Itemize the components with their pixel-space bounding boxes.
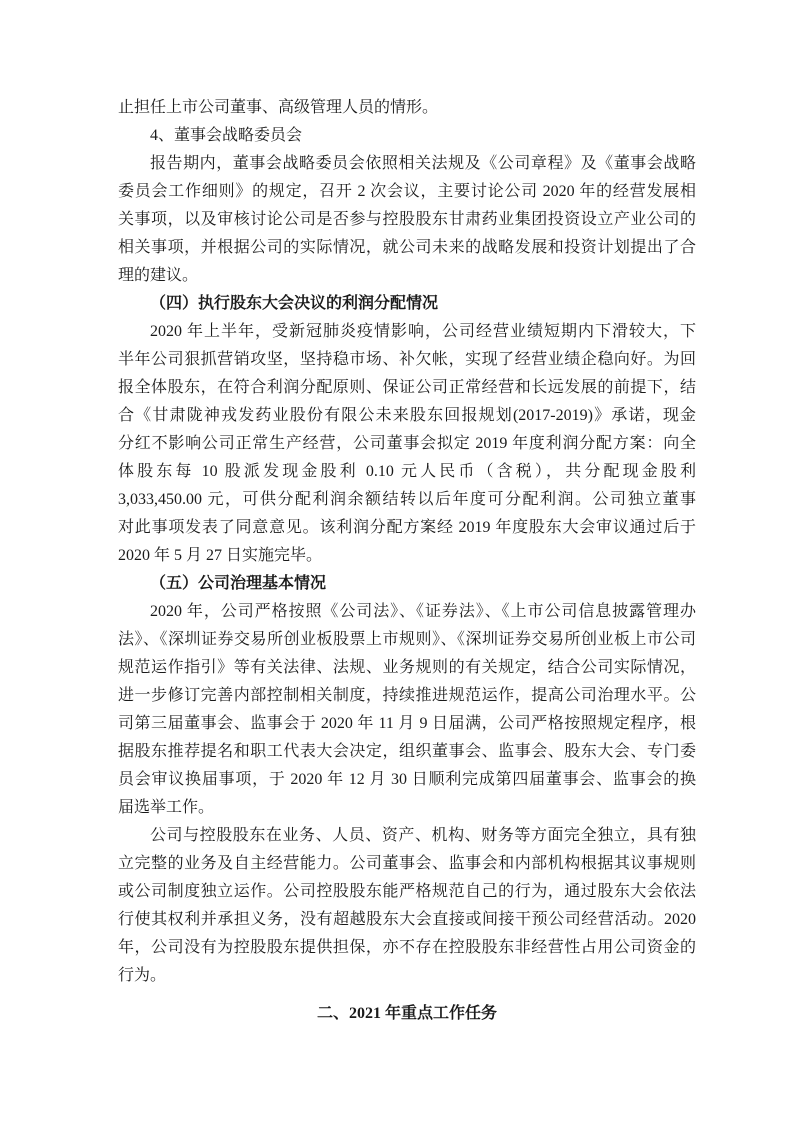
document-body <box>118 94 696 1028</box>
text-line: 或公司制度独立运作。公司控股股东能严格规范自己的行为，通过股东大会依法 <box>118 883 696 900</box>
text-line: 规范运作指引》等有关法律、法规、业务规则的有关规定，结合公司实际情况， <box>118 659 696 676</box>
text-line: 止担任上市公司董事、高级管理人员的情形。 <box>118 99 439 116</box>
text-line: 二、2021 年重点工作任务 <box>316 1005 497 1022</box>
text-line: 分红不影响公司正常生产经营，公司董事会拟定 2019 年度利润分配方案：向全 <box>118 435 696 452</box>
paragraph <box>118 598 696 822</box>
text-line: 2020 年 5 月 27 日实施完毕。 <box>118 547 323 564</box>
paragraph <box>118 822 696 990</box>
text-line: 相关事项，并根据公司的实际情况，就公司未来的战略发展和投资计划提出了合 <box>118 239 696 256</box>
text-line: 理的建议。 <box>118 267 199 284</box>
text-line: 委员会工作细则》的规定，召开 2 次会议，主要讨论公司 2020 年的经营发展相 <box>118 183 696 200</box>
text-line: 据股东推荐提名和职工代表大会决定，组织董事会、监事会、股东大会、专门委 <box>118 743 696 760</box>
paragraph <box>118 122 696 150</box>
text-line: 届选举工作。 <box>118 799 215 816</box>
text-line: 进一步修订完善内部控制相关制度，持续推进规范运作，提高公司治理水平。公 <box>118 687 696 704</box>
text-line: 立完整的业务及自主经营能力。公司董事会、监事会和内部机构根据其议事规则 <box>118 855 696 872</box>
text-line: 报告期内，董事会战略委员会依照相关法规及《公司章程》及《董事会战略 <box>150 155 696 172</box>
text-line: 法》、《深圳证券交易所创业板股票上市规则》、《深圳证券交易所创业板上市公司 <box>118 631 696 648</box>
text-line: 4、董事会战略委员会 <box>150 127 303 144</box>
text-line: 2020 年上半年，受新冠肺炎疫情影响，公司经营业绩短期内下滑较大，下 <box>150 323 696 340</box>
section-heading <box>118 290 696 318</box>
text-line: 合《甘肃陇神戎发药业股份有限公未来股东回报规划(2017-2019)》承诺，现金 <box>118 407 696 424</box>
text-line: 关事项，以及审核讨论公司是否参与控股股东甘肃药业集团投资设立产业公司的 <box>118 211 696 228</box>
text-line: 对此事项发表了同意意见。该利润分配方案经 2019 年度股东大会审议通过后于 <box>118 519 696 536</box>
text-line: 行为。 <box>118 967 167 984</box>
section-heading <box>118 570 696 598</box>
text-line: 司第三届董事会、监事会于 2020 年 11 月 9 日届满，公司严格按照规定程序，根 <box>118 715 696 732</box>
chapter-heading <box>118 1000 696 1028</box>
text-line: 公司与控股股东在业务、人员、资产、机构、财务等方面完全独立，具有独 <box>150 827 696 844</box>
paragraph <box>118 318 696 570</box>
text-line: 3,033,450.00 元，可供分配利润余额结转以后年度可分配利润。公司独立董事 <box>118 491 696 508</box>
paragraph <box>118 94 696 122</box>
text-line: 员会审议换届事项，于 2020 年 12 月 30 日顺利完成第四届董事会、监事会的换 <box>118 771 696 788</box>
text-line: （五）公司治理基本情况 <box>150 575 327 592</box>
text-line: 年，公司没有为控股股东提供担保，亦不存在控股股东非经营性占用公司资金的 <box>118 939 696 956</box>
text-line: （四）执行股东大会决议的利润分配情况 <box>150 295 439 312</box>
text-line: 半年公司狠抓营销攻坚，坚持稳市场、补欠帐，实现了经营业绩企稳向好。为回 <box>118 351 696 368</box>
text-line: 行使其权利并承担义务，没有超越股东大会直接或间接干预公司经营活动。2020 <box>118 911 696 928</box>
paragraph <box>118 150 696 290</box>
text-line: 报全体股东，在符合利润分配原则、保证公司正常经营和长远发展的前提下，结 <box>118 379 696 396</box>
text-line: 体股东每 10 股派发现金股利 0.10 元人民币（含税），共分配现金股利 <box>118 463 696 480</box>
text-line: 2020 年，公司严格按照《公司法》、《证券法》、《上市公司信息披露管理办 <box>150 603 696 620</box>
